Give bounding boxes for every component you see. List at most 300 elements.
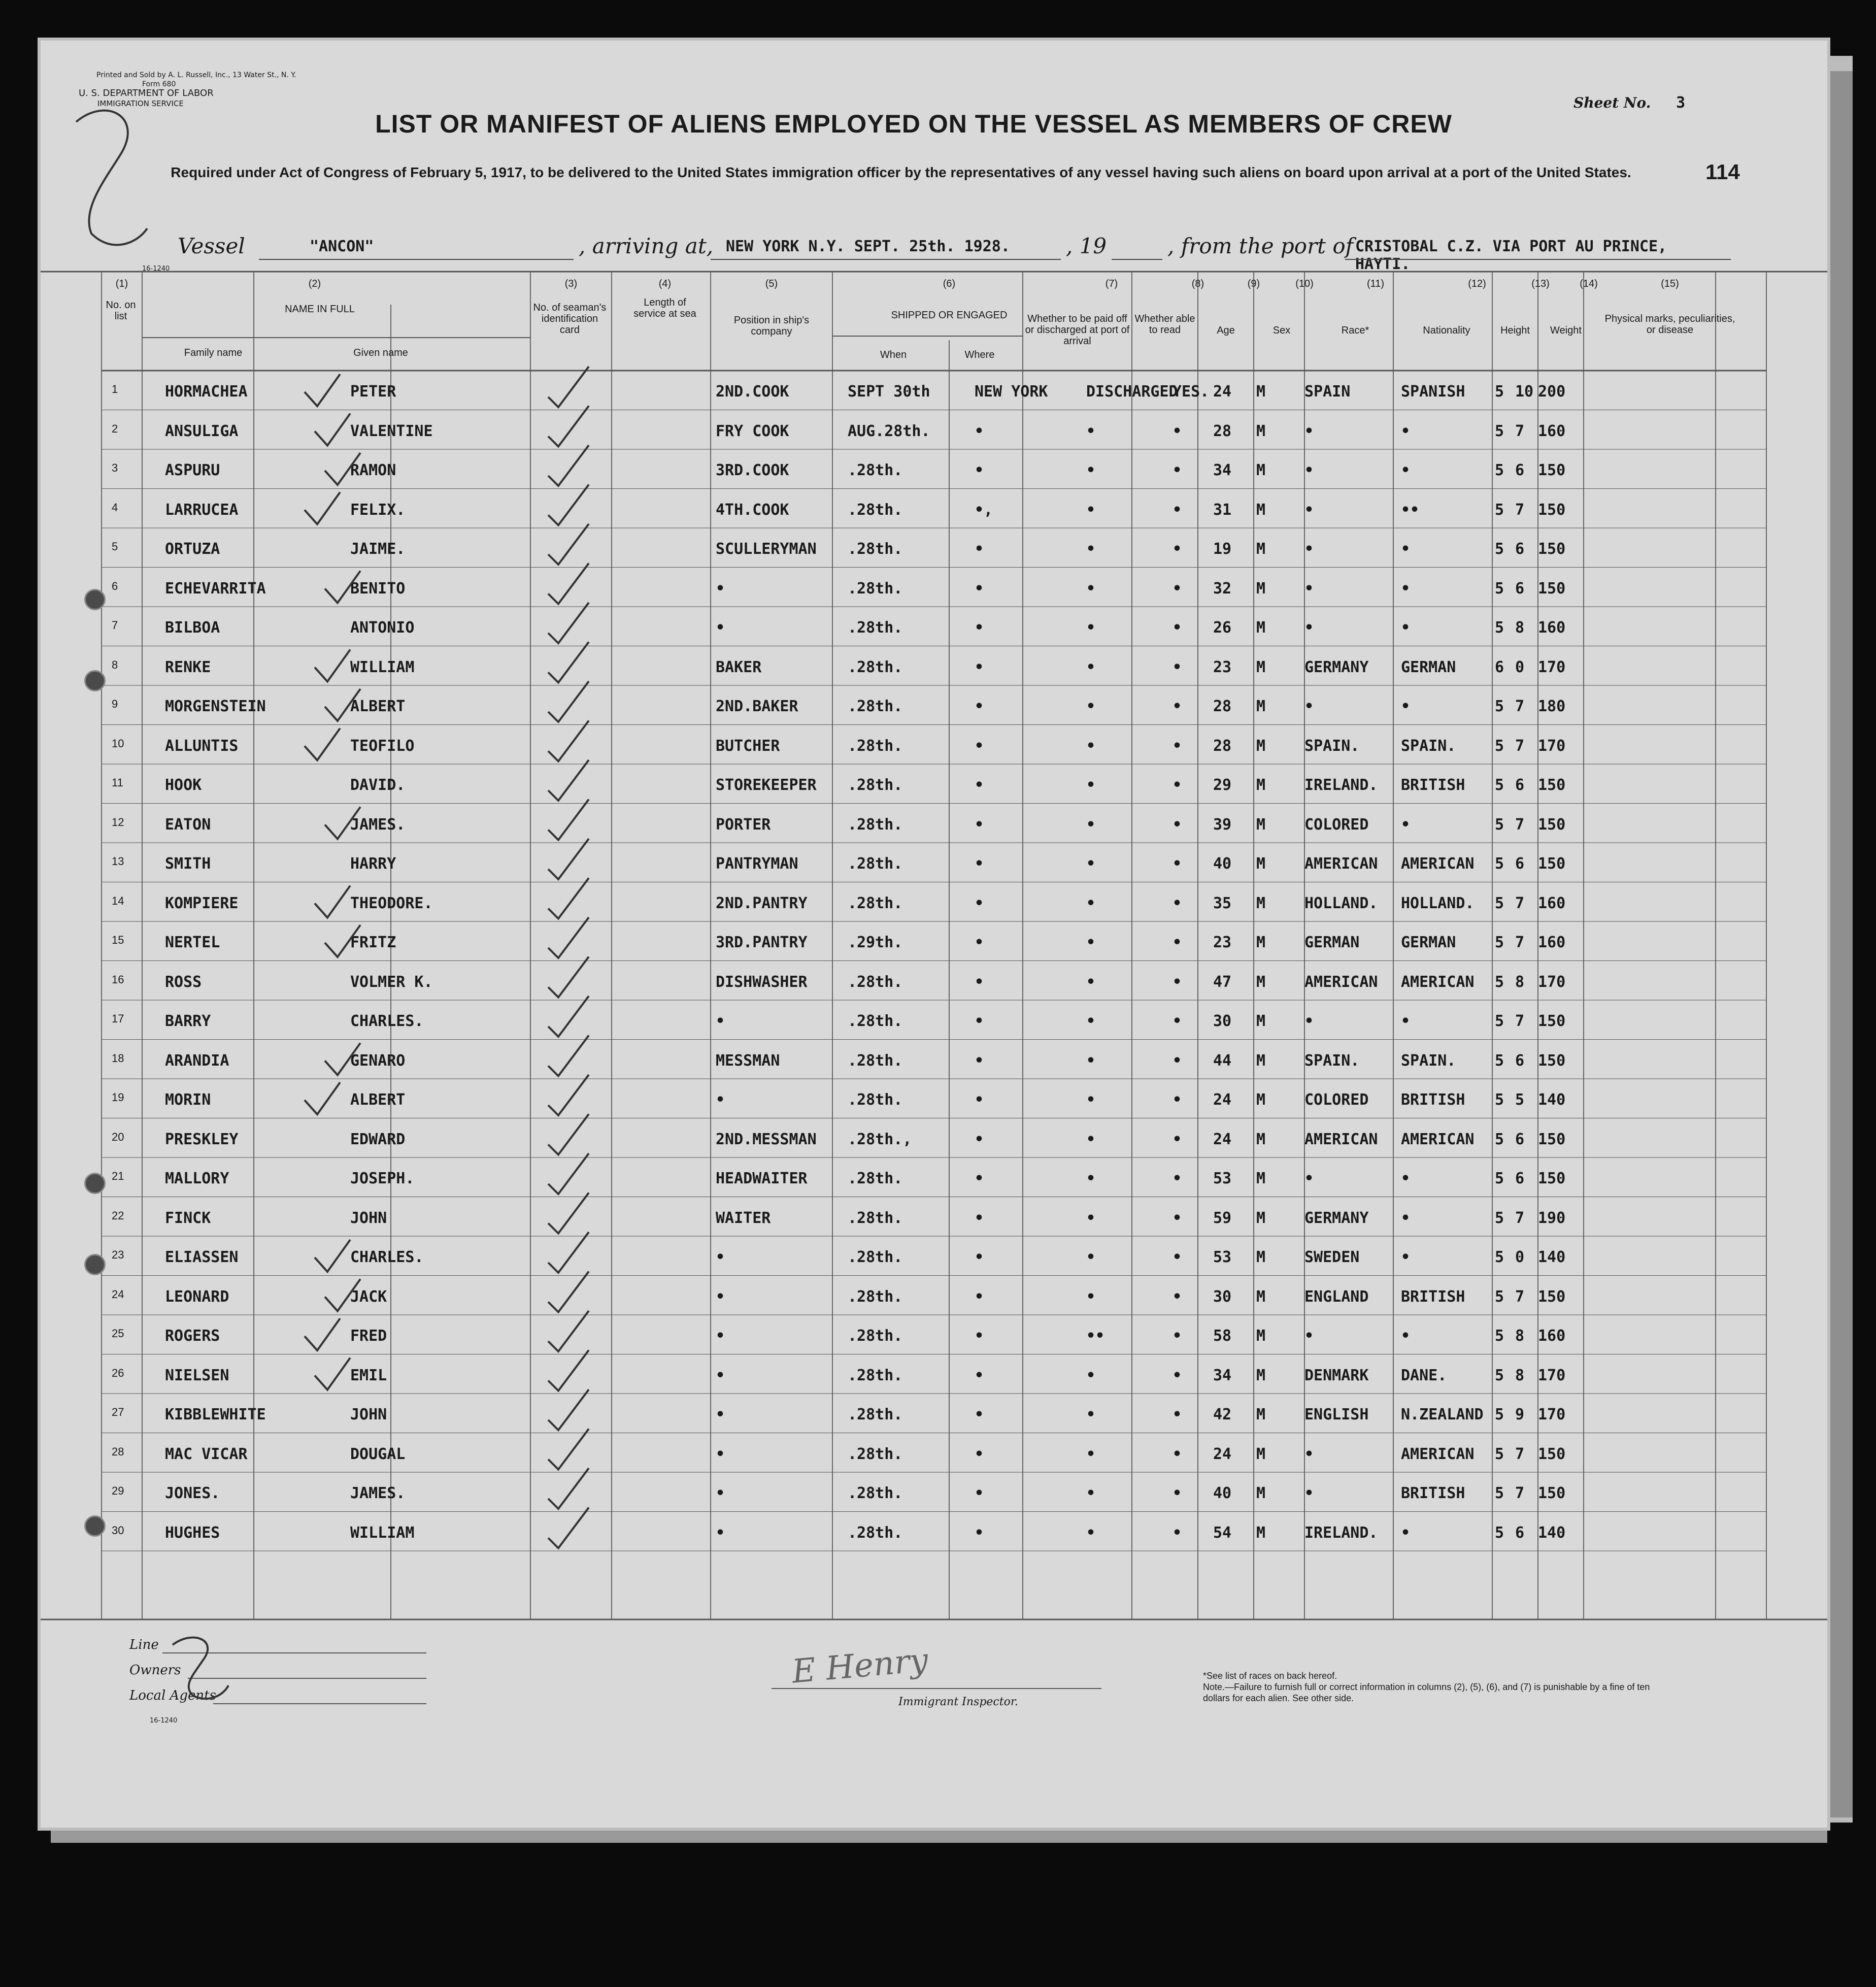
checkmark (305, 728, 340, 760)
cell-age: 24 (1213, 1091, 1232, 1109)
cell-no: 5 (112, 540, 118, 553)
header-where: Where (964, 349, 995, 360)
cell-where: • (975, 934, 984, 951)
header-shipped: SHIPPED OR ENGAGED (891, 310, 1008, 321)
cell-family: ARANDIA (165, 1051, 229, 1070)
cell-hf: 6 (1495, 658, 1504, 676)
cell-hi: 6 (1515, 1130, 1525, 1148)
cell-given: JAIME. (350, 540, 406, 558)
cell-no: 28 (112, 1445, 124, 1458)
cell-read: • (1172, 698, 1182, 715)
cell-when: .28th. (848, 1170, 903, 1187)
cell-wt: 140 (1538, 1248, 1566, 1266)
cell-paid: • (1086, 540, 1096, 558)
checkmark (325, 571, 360, 603)
colnum-1: (1) (115, 278, 128, 289)
cell-wt: 150 (1538, 1130, 1566, 1148)
cell-race: ENGLISH (1304, 1406, 1369, 1423)
checkmark (315, 414, 350, 446)
cell-given: TEOFILO (350, 737, 415, 755)
cell-paid: • (1086, 501, 1096, 519)
cell-paid: • (1086, 737, 1096, 755)
cell-hi: 8 (1515, 973, 1525, 991)
cell-when: .28th. (848, 461, 903, 479)
cell-position: • (716, 1366, 725, 1384)
checkmark (548, 1193, 589, 1234)
cell-race: • (1304, 579, 1314, 598)
cell-no: 27 (112, 1406, 124, 1418)
cell-sex: M (1256, 973, 1266, 991)
cell-read: • (1172, 1406, 1182, 1423)
checkmark (325, 453, 360, 485)
cell-race: ENGLAND (1304, 1287, 1369, 1306)
cell-position: • (716, 1248, 725, 1266)
handwritten-checkmarks (41, 41, 1827, 1828)
cell-read: • (1172, 619, 1182, 637)
cell-no: 21 (112, 1170, 124, 1182)
sheet-number-label: Sheet No. (1573, 94, 1651, 111)
cell-age: 34 (1213, 461, 1232, 479)
cell-paid: • (1086, 698, 1096, 715)
cell-age: 30 (1213, 1287, 1232, 1306)
cell-when: .28th. (848, 1327, 903, 1345)
cell-paid: •• (1086, 1327, 1105, 1345)
cell-family: BILBOA (165, 619, 220, 637)
checkmark (315, 886, 350, 918)
cell-family: EATON (165, 815, 211, 834)
cell-where: • (975, 1524, 984, 1542)
cell-family: LEONARD (165, 1287, 229, 1306)
races-note: *See list of races on back hereof. (1203, 1671, 1337, 1681)
cell-where: • (975, 1445, 984, 1463)
checkmark (548, 1389, 589, 1430)
cell-family: MAC VICAR (165, 1445, 248, 1463)
cell-hf: 5 (1495, 1248, 1504, 1266)
cell-age: 28 (1213, 698, 1232, 715)
cell-where: • (975, 973, 984, 991)
agents-underline (213, 1703, 426, 1704)
checkmark (548, 957, 589, 998)
cell-when: .28th. (848, 1366, 903, 1384)
cell-no: 2 (112, 422, 118, 435)
cell-wt: 140 (1538, 1091, 1566, 1109)
cell-age: 44 (1213, 1051, 1232, 1070)
cell-age: 40 (1213, 1484, 1232, 1502)
cell-family: KOMPIERE (165, 894, 239, 912)
cell-wt: 170 (1538, 737, 1566, 755)
cell-age: 54 (1213, 1524, 1232, 1542)
cell-wt: 150 (1538, 540, 1566, 558)
cell-no: 3 (112, 461, 118, 474)
header-sex: Sex (1272, 325, 1291, 336)
cell-sex: M (1256, 1091, 1266, 1109)
cell-read: • (1172, 1524, 1182, 1542)
cell-no: 8 (112, 658, 118, 671)
cell-hi: 6 (1515, 776, 1525, 794)
cell-where: • (975, 1051, 984, 1070)
cell-hf: 5 (1495, 1287, 1504, 1306)
cell-hf: 5 (1495, 973, 1504, 991)
cell-when: .28th. (848, 1091, 903, 1109)
cell-age: 39 (1213, 815, 1232, 834)
cell-when: .29th. (848, 934, 903, 951)
cell-when: .28th. (848, 1287, 903, 1306)
cell-nat: SPAIN. (1401, 737, 1456, 755)
cell-paid: • (1086, 1091, 1096, 1109)
cell-given: CHARLES. (350, 1248, 424, 1266)
cell-paid: • (1086, 658, 1096, 676)
checkmark (548, 1429, 589, 1470)
cell-given: FRITZ (350, 934, 396, 951)
cell-paid: • (1086, 1287, 1096, 1306)
cell-position: WAITER (716, 1209, 771, 1227)
cell-hi: 6 (1515, 461, 1525, 479)
cell-paid: • (1086, 1248, 1096, 1266)
checkmark (315, 1240, 350, 1272)
cell-where: • (975, 1327, 984, 1345)
binder-hole (84, 670, 106, 691)
footer-form-code: 16-1240 (150, 1717, 178, 1725)
cell-given: JOSEPH. (350, 1170, 415, 1187)
cell-given: JOHN (350, 1209, 387, 1227)
checkmark (548, 406, 589, 447)
cell-position: PANTRYMAN (716, 855, 798, 873)
cell-read: • (1172, 1209, 1182, 1227)
checkmark (325, 925, 360, 957)
cell-family: KIBBLEWHITE (165, 1406, 266, 1423)
checkmark (305, 374, 340, 406)
cell-race: • (1304, 698, 1314, 715)
cell-sex: M (1256, 540, 1266, 558)
cell-when: .28th., (848, 1130, 912, 1148)
cell-read: • (1172, 501, 1182, 519)
cell-position: HEADWAITER (716, 1170, 808, 1187)
cell-given: VALENTINE (350, 422, 433, 440)
cell-paid: • (1086, 1012, 1096, 1030)
checkmark (548, 445, 589, 486)
cell-where: • (975, 855, 984, 873)
cell-paid: • (1086, 619, 1096, 637)
cell-sex: M (1256, 1209, 1266, 1227)
colnum-14: (14) (1580, 278, 1598, 289)
cell-race: HOLLAND. (1304, 894, 1378, 912)
cell-hi: 0 (1515, 1248, 1525, 1266)
cell-position: 2ND.MESSMAN (716, 1130, 817, 1148)
cell-sex: M (1256, 422, 1266, 440)
cell-sex: M (1256, 1366, 1266, 1384)
cell-read: • (1172, 1248, 1182, 1266)
cell-when: .28th. (848, 579, 903, 598)
cell-hf: 5 (1495, 1091, 1504, 1109)
cell-family: RENKE (165, 658, 211, 676)
cell-nat: • (1401, 540, 1411, 558)
checkmark (325, 807, 360, 839)
cell-read: • (1172, 776, 1182, 794)
cell-age: 53 (1213, 1170, 1232, 1187)
form-code: 16-1240 (142, 265, 170, 273)
cell-nat: GERMAN (1401, 658, 1456, 676)
cell-read: • (1172, 579, 1182, 598)
cell-when: .28th. (848, 1484, 903, 1502)
cell-given: THEODORE. (350, 894, 433, 912)
cell-race: IRELAND. (1304, 1524, 1378, 1542)
cell-read: • (1172, 815, 1182, 834)
header-seaman-id: No. of seaman's identification card (533, 302, 607, 336)
cell-race: SPAIN. (1304, 1051, 1360, 1070)
checkmark (325, 1043, 360, 1075)
checkmark (325, 1279, 360, 1311)
cell-age: 29 (1213, 776, 1232, 794)
cell-race: • (1304, 619, 1314, 637)
cell-paid: • (1086, 1130, 1096, 1148)
cell-no: 13 (112, 855, 124, 868)
cell-family: ROSS (165, 973, 202, 991)
cell-when: .28th. (848, 1406, 903, 1423)
cell-read: • (1172, 1287, 1182, 1306)
cell-hi: 8 (1515, 619, 1525, 637)
cell-hf: 5 (1495, 501, 1504, 519)
checkmark (315, 1358, 350, 1390)
cell-position: PORTER (716, 815, 771, 834)
handwritten-mark-footer (162, 1630, 239, 1706)
cell-where: • (975, 1130, 984, 1148)
cell-wt: 170 (1538, 1406, 1566, 1423)
cell-when: .28th. (848, 776, 903, 794)
cell-nat: BRITISH (1401, 1091, 1465, 1109)
cell-sex: M (1256, 1130, 1266, 1148)
cell-where: • (975, 619, 984, 637)
cell-hf: 5 (1495, 1327, 1504, 1345)
checkmark (548, 1153, 589, 1194)
cell-race: • (1304, 1012, 1314, 1030)
cell-hi: 7 (1515, 815, 1525, 834)
cell-given: ALBERT (350, 698, 406, 715)
cell-nat: AMERICAN (1401, 1445, 1475, 1463)
inspector-label: Immigrant Inspector. (898, 1696, 1018, 1708)
cell-family: ECHEVARRITA (165, 579, 266, 598)
cell-wt: 200 (1538, 383, 1566, 401)
header-no-on-list: No. on list (106, 300, 136, 322)
cell-given: PETER (350, 383, 396, 401)
cell-given: ALBERT (350, 1091, 406, 1109)
form-number: Form 680 (142, 80, 176, 88)
cell-wt: 150 (1538, 1051, 1566, 1070)
cell-where: • (975, 1248, 984, 1266)
cell-race: SWEDEN (1304, 1248, 1360, 1266)
cell-when: .28th. (848, 619, 903, 637)
cell-sex: M (1256, 501, 1266, 519)
checkmark (548, 681, 589, 722)
checkmark (305, 1318, 340, 1350)
cell-position: • (716, 1484, 725, 1502)
cell-given: DOUGAL (350, 1445, 406, 1463)
cell-race: • (1304, 540, 1314, 558)
cell-no: 11 (112, 776, 123, 789)
cell-position: • (716, 1091, 725, 1109)
cell-when: .28th. (848, 1445, 903, 1463)
checkmark (548, 485, 589, 525)
cell-where: • (975, 1366, 984, 1384)
cell-nat: SPAIN. (1401, 1051, 1456, 1070)
checkmark (548, 1272, 589, 1312)
cell-hi: 7 (1515, 1445, 1525, 1463)
cell-no: 12 (112, 815, 124, 829)
cell-paid: • (1086, 422, 1096, 440)
colnum-11: (11) (1366, 278, 1385, 289)
colnum-3: (3) (564, 278, 578, 289)
cell-age: 26 (1213, 619, 1232, 637)
cell-sex: M (1256, 815, 1266, 834)
colnum-12: (12) (1468, 278, 1486, 289)
page-number: 114 (1705, 160, 1740, 184)
cell-race: • (1304, 1327, 1314, 1345)
header-paid-off: Whether to be paid off or discharged at port of arrival (1025, 313, 1130, 347)
cell-race: • (1304, 1170, 1314, 1187)
vessel-name: "ANCON" (310, 238, 374, 255)
header-name-in-full: NAME IN FULL (285, 304, 355, 315)
cell-where: • (975, 698, 984, 715)
cell-no: 6 (112, 579, 118, 592)
checkmark (548, 1508, 589, 1548)
cell-age: 34 (1213, 1366, 1232, 1384)
checkmark (548, 1468, 589, 1509)
checkmark (548, 367, 589, 407)
cell-race: GERMANY (1304, 658, 1369, 676)
cell-given: JAMES. (350, 815, 406, 834)
cell-family: NERTEL (165, 934, 220, 951)
cell-nat: • (1401, 1248, 1411, 1266)
cell-wt: 140 (1538, 1524, 1566, 1542)
cell-read: • (1172, 1484, 1182, 1502)
cell-when: .28th. (848, 1209, 903, 1227)
cell-race: • (1304, 1484, 1314, 1502)
cell-race: SPAIN. (1304, 737, 1360, 755)
cell-read: • (1172, 540, 1182, 558)
cell-nat: • (1401, 1209, 1411, 1227)
checkmark (548, 1311, 589, 1351)
cell-nat: BRITISH (1401, 776, 1465, 794)
cell-paid: • (1086, 1484, 1096, 1502)
header-able-read: Whether able to read (1134, 313, 1195, 336)
header-physical-marks: Physical marks, peculiarities, or disease (1604, 313, 1735, 336)
cell-no: 22 (112, 1209, 124, 1222)
service: IMMIGRATION SERVICE (97, 99, 184, 108)
checkmark (548, 564, 589, 604)
cell-hi: 8 (1515, 1366, 1525, 1384)
cell-hi: 7 (1515, 1484, 1525, 1502)
cell-family: ALLUNTIS (165, 737, 239, 755)
cell-read: • (1172, 737, 1182, 755)
cell-wt: 150 (1538, 1012, 1566, 1030)
cell-race: • (1304, 501, 1314, 519)
cell-nat: • (1401, 1012, 1411, 1030)
cell-family: HOOK (165, 776, 202, 794)
underlying-page-edge-dark (1827, 71, 1853, 1817)
cell-no: 17 (112, 1012, 124, 1025)
cell-age: 30 (1213, 1012, 1232, 1030)
agents-label: Local Agents (129, 1688, 216, 1703)
cell-age: 59 (1213, 1209, 1232, 1227)
cell-race: AMERICAN (1304, 855, 1378, 873)
cell-family: ANSULIGA (165, 422, 239, 440)
checkmark (305, 1082, 340, 1114)
cell-hf: 5 (1495, 461, 1504, 479)
cell-position: • (716, 1327, 725, 1345)
cell-family: HUGHES (165, 1524, 220, 1542)
cell-hf: 5 (1495, 855, 1504, 873)
cell-position: FRY COOK (716, 422, 789, 440)
cell-read: • (1172, 1327, 1182, 1345)
cell-family: HORMACHEA (165, 383, 248, 401)
cell-sex: M (1256, 698, 1266, 715)
cell-sex: M (1256, 1248, 1266, 1266)
cell-sex: M (1256, 1406, 1266, 1423)
cell-paid: • (1086, 579, 1096, 598)
cell-sex: M (1256, 619, 1266, 637)
cell-paid: • (1086, 934, 1096, 951)
colnum-7: (7) (1105, 278, 1118, 289)
cell-paid: • (1086, 973, 1096, 991)
checkmark (305, 492, 340, 524)
cell-sex: M (1256, 737, 1266, 755)
cell-hi: 5 (1515, 1091, 1525, 1109)
cell-hf: 5 (1495, 1366, 1504, 1384)
cell-read: • (1172, 894, 1182, 912)
cell-given: HARRY (350, 855, 396, 873)
cell-sex: M (1256, 1327, 1266, 1345)
header-nationality: Nationality (1423, 325, 1470, 336)
cell-nat: BRITISH (1401, 1484, 1465, 1502)
cell-position: DISHWASHER (716, 973, 808, 991)
cell-age: 40 (1213, 855, 1232, 873)
cell-position: BUTCHER (716, 737, 780, 755)
cell-where: • (975, 1012, 984, 1030)
cell-hi: 7 (1515, 501, 1525, 519)
cell-given: WILLIAM (350, 658, 415, 676)
cell-hi: 6 (1515, 1524, 1525, 1542)
cell-nat: HOLLAND. (1401, 894, 1475, 912)
cell-where: • (975, 776, 984, 794)
cell-read: • (1172, 1366, 1182, 1384)
cell-nat: • (1401, 422, 1411, 440)
cell-sex: M (1256, 1012, 1266, 1030)
cell-hi: 6 (1515, 579, 1525, 598)
cell-paid: • (1086, 1051, 1096, 1070)
binder-hole (84, 589, 106, 610)
arriving-value: NEW YORK N.Y. SEPT. 25th. 1928. (726, 238, 1010, 255)
cell-race: COLORED (1304, 815, 1369, 834)
cell-wt: 160 (1538, 894, 1566, 912)
cell-family: JONES. (165, 1484, 220, 1502)
cell-no: 25 (112, 1327, 124, 1340)
cell-when: .28th. (848, 1524, 903, 1542)
cell-sex: M (1256, 1524, 1266, 1542)
cell-when: .28th. (848, 737, 903, 755)
cell-position: 4TH.COOK (716, 501, 789, 519)
colnum-4: (4) (658, 278, 672, 289)
cell-race: DENMARK (1304, 1366, 1369, 1384)
cell-position: MESSMAN (716, 1051, 780, 1070)
cell-no: 30 (112, 1524, 124, 1537)
colnum-8: (8) (1191, 278, 1204, 289)
owners-label: Owners (129, 1663, 181, 1678)
binder-hole (84, 1254, 106, 1275)
cell-race: AMERICAN (1304, 973, 1378, 991)
page-title: LIST OR MANIFEST OF ALIENS EMPLOYED ON THE VESSEL AS MEMBERS OF CREW (375, 110, 1452, 138)
cell-race: • (1304, 1445, 1314, 1463)
binder-hole (84, 1173, 106, 1194)
checkmark (548, 721, 589, 761)
